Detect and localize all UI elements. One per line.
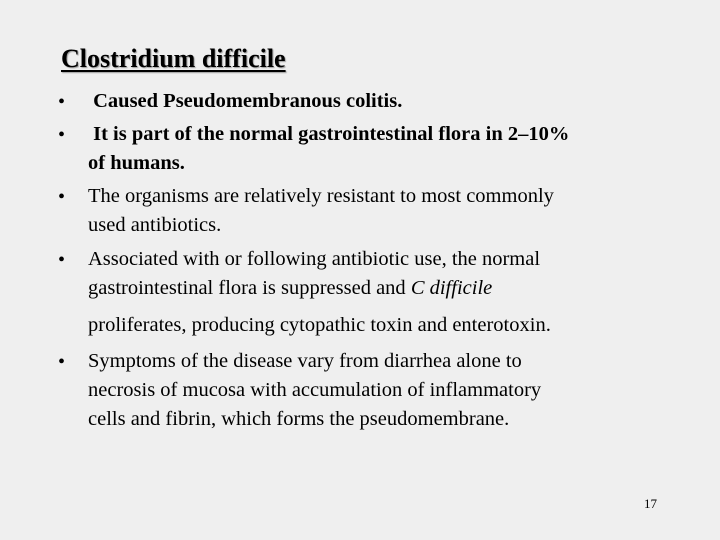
bullet-4-line-1: Associated with or following antibiotic use, the normal bbox=[88, 248, 541, 270]
bullet-3-line-2: used antibiotics. bbox=[88, 214, 222, 236]
bullet-4-line-3: proliferates, producing cytopathic toxin and enterotoxin. bbox=[88, 314, 551, 336]
bullet-1-line-1: Caused Pseudomembranous colitis. bbox=[88, 90, 403, 112]
bullet-2-line-2: of humans. bbox=[88, 152, 185, 174]
organism-name-italic: C difficile bbox=[410, 277, 493, 299]
bullet-2-line-1: It is part of the normal gastrointestinal flora in 2–10% bbox=[88, 123, 570, 145]
bullet-5-line-1: Symptoms of the disease vary from diarrhea alone to bbox=[88, 350, 522, 372]
bullet-marker: • bbox=[58, 124, 66, 146]
bullet-marker: • bbox=[58, 186, 66, 208]
bullet-marker: • bbox=[58, 249, 66, 271]
slide-title: Clostridium difficile bbox=[61, 44, 286, 73]
bullet-3-line-1: The organisms are relatively resistant to most commonly bbox=[88, 185, 554, 207]
page-number: 17 bbox=[644, 496, 657, 511]
bullet-4-line-2 bbox=[88, 278, 492, 299]
bullet-5-line-2: necrosis of mucosa with accumulation of inflammatory bbox=[88, 379, 542, 401]
bullet-5-line-3: cells and fibrin, which forms the pseudomembrane. bbox=[88, 408, 510, 430]
bullet-marker: • bbox=[58, 91, 66, 113]
bullet-marker: • bbox=[58, 351, 66, 373]
bullet-4-line-2-text: gastrointestinal flora is suppressed and bbox=[88, 277, 411, 299]
